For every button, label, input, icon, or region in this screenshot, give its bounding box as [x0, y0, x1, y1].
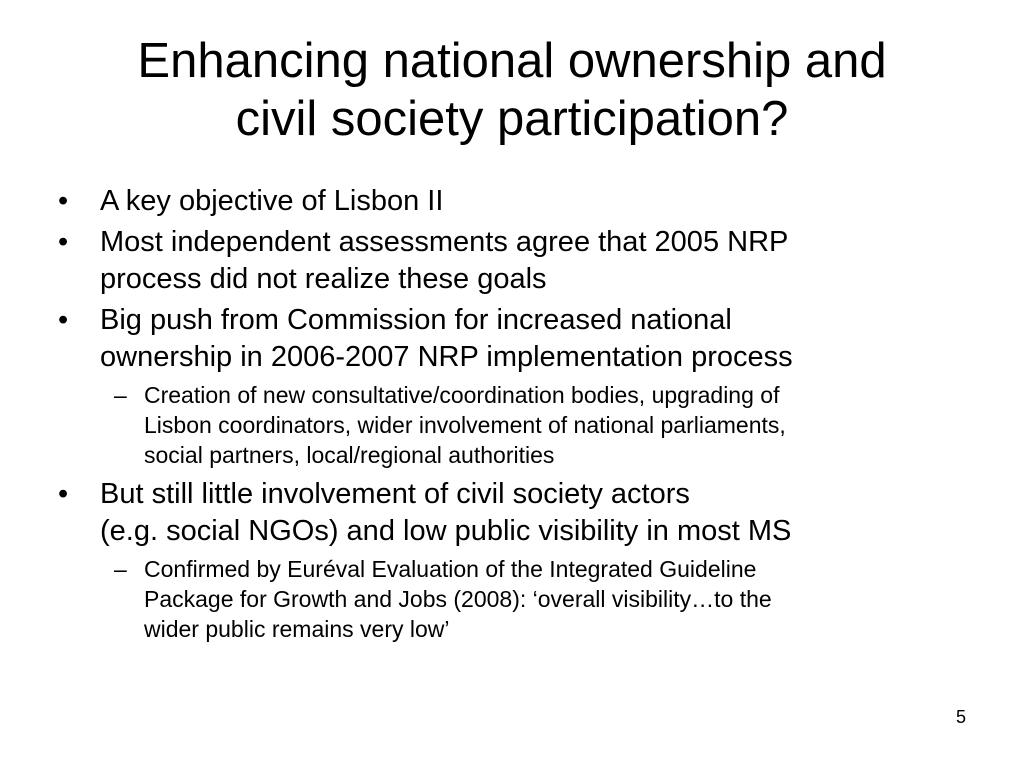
- sub-bullet-line: Lisbon coordinators, wider involvement of national parliaments,: [144, 412, 786, 438]
- bullet-text: [100, 224, 978, 298]
- slide-title-line: Enhancing national ownership and: [137, 34, 887, 88]
- bullet-marker: •: [58, 304, 69, 336]
- bullet-item: [58, 183, 978, 220]
- sub-bullet-line: wider public remains very low’: [144, 616, 450, 642]
- bullet-item: [58, 302, 978, 376]
- sub-bullet-line: Package for Growth and Jobs (2008): ‘overall visibility…to the: [144, 586, 772, 612]
- sub-bullet-item: [58, 380, 978, 470]
- bullet-text: [100, 302, 978, 376]
- bullet-text: [100, 476, 978, 550]
- sub-bullet-line: Creation of new consultative/coordination bodies, upgrading of: [144, 382, 780, 408]
- bullet-line: But still little involvement of civil society actors: [100, 478, 690, 510]
- bullet-marker: •: [58, 226, 69, 258]
- bullet-line: Big push from Commission for increased national: [100, 304, 732, 336]
- sub-bullet-text: [144, 554, 978, 644]
- bullet-marker: •: [58, 478, 69, 510]
- bullet-marker: •: [58, 185, 69, 217]
- bullet-line: ownership in 2006-2007 NRP implementation process: [100, 341, 793, 373]
- sub-bullet-marker: –: [114, 382, 127, 408]
- slide-title-line: civil society participation?: [235, 92, 789, 146]
- bullet-line: process did not realize these goals: [100, 263, 547, 295]
- slide-title: [40, 32, 984, 148]
- sub-bullet-marker: –: [114, 556, 127, 582]
- sub-bullet-line: Confirmed by Euréval Evaluation of the Integrated Guideline: [144, 556, 757, 582]
- bullet-line: Most independent assessments agree that 2005 NRP: [100, 226, 789, 258]
- page-number: 5: [955, 707, 966, 727]
- bullet-list: [58, 183, 978, 650]
- bullet-item: [58, 224, 978, 298]
- bullet-text: [100, 183, 978, 220]
- bullet-line: A key objective of Lisbon II: [100, 185, 444, 217]
- sub-bullet-item: [58, 554, 978, 644]
- bullet-item: [58, 476, 978, 550]
- bullet-line: (e.g. social NGOs) and low public visibility in most MS: [100, 515, 792, 547]
- sub-bullet-line: social partners, local/regional authorities: [144, 442, 555, 468]
- sub-bullet-text: [144, 380, 978, 470]
